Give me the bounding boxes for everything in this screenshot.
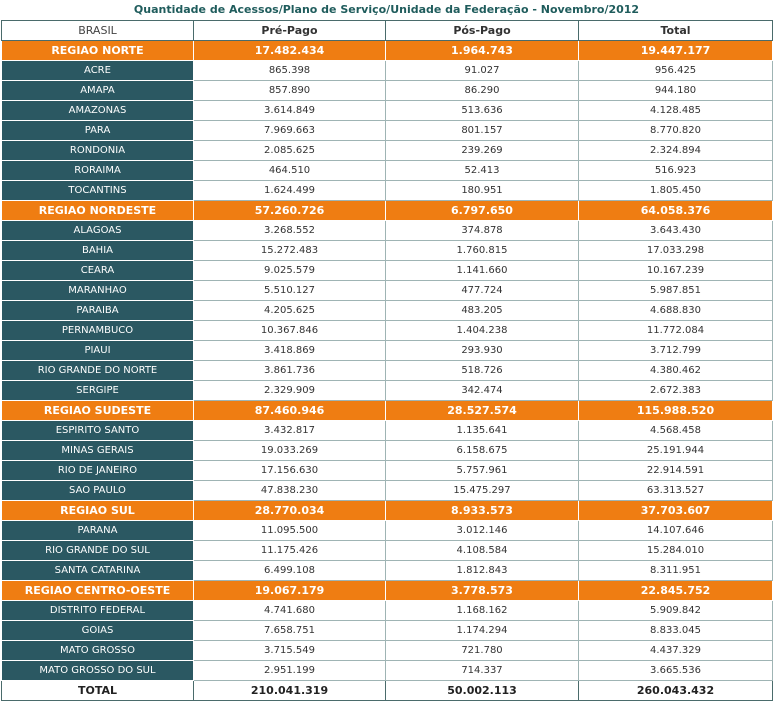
row-label: PARAIBA [2, 301, 194, 321]
pos-pago-cell: 1.135.641 [386, 421, 579, 441]
pos-pago-cell: 518.726 [386, 361, 579, 381]
row-label: RIO DE JANEIRO [2, 461, 194, 481]
pre-pago-cell: 210.041.319 [194, 681, 386, 701]
table-row [2, 521, 773, 541]
row-label: ALAGOAS [2, 221, 194, 241]
row-label: RIO GRANDE DO SUL [2, 541, 194, 561]
pre-pago-cell: 7.658.751 [194, 621, 386, 641]
row-label: REGIAO CENTRO-OESTE [2, 581, 194, 601]
row-label: MATO GROSSO [2, 641, 194, 661]
table-row [2, 321, 773, 341]
pos-pago-cell: 1.168.162 [386, 601, 579, 621]
row-label: REGIAO NORTE [2, 41, 194, 61]
region-row [2, 201, 773, 221]
pos-pago-cell: 483.205 [386, 301, 579, 321]
pre-pago-cell: 3.268.552 [194, 221, 386, 241]
pos-pago-cell: 342.474 [386, 381, 579, 401]
header-total: Total [579, 21, 773, 41]
pre-pago-cell: 3.861.736 [194, 361, 386, 381]
region-row [2, 501, 773, 521]
total-cell: 22.845.752 [579, 581, 773, 601]
pos-pago-cell: 801.157 [386, 121, 579, 141]
pos-pago-cell: 714.337 [386, 661, 579, 681]
pre-pago-cell: 47.838.230 [194, 481, 386, 501]
row-label: PIAUI [2, 341, 194, 361]
pos-pago-cell: 6.797.650 [386, 201, 579, 221]
pos-pago-cell: 28.527.574 [386, 401, 579, 421]
pre-pago-cell: 19.067.179 [194, 581, 386, 601]
row-label: RONDONIA [2, 141, 194, 161]
row-label: CEARA [2, 261, 194, 281]
pos-pago-cell: 52.413 [386, 161, 579, 181]
pre-pago-cell: 3.418.869 [194, 341, 386, 361]
pre-pago-cell: 7.969.663 [194, 121, 386, 141]
pre-pago-cell: 4.741.680 [194, 601, 386, 621]
total-cell: 2.672.383 [579, 381, 773, 401]
pos-pago-cell: 50.002.113 [386, 681, 579, 701]
pre-pago-cell: 2.951.199 [194, 661, 386, 681]
row-label: MINAS GERAIS [2, 441, 194, 461]
row-label: AMAZONAS [2, 101, 194, 121]
row-label: REGIAO NORDESTE [2, 201, 194, 221]
total-cell: 19.447.177 [579, 41, 773, 61]
table-title: Quantidade de Acessos/Plano de Serviço/Unidade da Federação - Novembro/2012 [133, 3, 640, 16]
total-cell: 63.313.527 [579, 481, 773, 501]
pos-pago-cell: 4.108.584 [386, 541, 579, 561]
total-cell: 3.665.536 [579, 661, 773, 681]
table-row [2, 121, 773, 141]
pre-pago-cell: 865.398 [194, 61, 386, 81]
pre-pago-cell: 9.025.579 [194, 261, 386, 281]
pre-pago-cell: 464.510 [194, 161, 386, 181]
row-label: SAO PAULO [2, 481, 194, 501]
total-cell: 2.324.894 [579, 141, 773, 161]
table-row [2, 101, 773, 121]
row-label: REGIAO SUL [2, 501, 194, 521]
pre-pago-cell: 5.510.127 [194, 281, 386, 301]
pos-pago-cell: 513.636 [386, 101, 579, 121]
pre-pago-cell: 11.175.426 [194, 541, 386, 561]
total-cell: 1.805.450 [579, 181, 773, 201]
table-row [2, 641, 773, 661]
pos-pago-cell: 1.404.238 [386, 321, 579, 341]
pre-pago-cell: 19.033.269 [194, 441, 386, 461]
pos-pago-cell: 374.878 [386, 221, 579, 241]
access-table [1, 20, 773, 701]
total-cell: 25.191.944 [579, 441, 773, 461]
table-row [2, 541, 773, 561]
total-cell: 3.712.799 [579, 341, 773, 361]
total-cell: 4.128.485 [579, 101, 773, 121]
row-label: ACRE [2, 61, 194, 81]
row-label: PARA [2, 121, 194, 141]
row-label: AMAPA [2, 81, 194, 101]
total-row [2, 681, 773, 701]
total-cell: 8.833.045 [579, 621, 773, 641]
total-cell: 64.058.376 [579, 201, 773, 221]
pre-pago-cell: 6.499.108 [194, 561, 386, 581]
pos-pago-cell: 1.964.743 [386, 41, 579, 61]
pre-pago-cell: 857.890 [194, 81, 386, 101]
pos-pago-cell: 91.027 [386, 61, 579, 81]
pos-pago-cell: 477.724 [386, 281, 579, 301]
pos-pago-cell: 5.757.961 [386, 461, 579, 481]
region-row [2, 581, 773, 601]
row-label: SANTA CATARINA [2, 561, 194, 581]
table-row [2, 421, 773, 441]
pre-pago-cell: 28.770.034 [194, 501, 386, 521]
total-cell: 4.568.458 [579, 421, 773, 441]
row-label: MARANHAO [2, 281, 194, 301]
total-cell: 944.180 [579, 81, 773, 101]
pre-pago-cell: 17.482.434 [194, 41, 386, 61]
table-row [2, 281, 773, 301]
pre-pago-cell: 57.260.726 [194, 201, 386, 221]
total-cell: 8.311.951 [579, 561, 773, 581]
total-cell: 4.688.830 [579, 301, 773, 321]
table-row [2, 181, 773, 201]
header-pos-pago: Pós-Pago [386, 21, 579, 41]
table-row [2, 341, 773, 361]
table-row [2, 261, 773, 281]
total-cell: 3.643.430 [579, 221, 773, 241]
pos-pago-cell: 1.141.660 [386, 261, 579, 281]
total-cell: 14.107.646 [579, 521, 773, 541]
total-cell: 5.987.851 [579, 281, 773, 301]
total-cell: 22.914.591 [579, 461, 773, 481]
pre-pago-cell: 3.614.849 [194, 101, 386, 121]
header-pre-pago: Pré-Pago [194, 21, 386, 41]
row-label: TOTAL [2, 681, 194, 701]
pos-pago-cell: 1.174.294 [386, 621, 579, 641]
pre-pago-cell: 3.715.549 [194, 641, 386, 661]
table-body [2, 21, 773, 701]
pos-pago-cell: 3.778.573 [386, 581, 579, 601]
pre-pago-cell: 2.085.625 [194, 141, 386, 161]
table-row [2, 441, 773, 461]
pos-pago-cell: 721.780 [386, 641, 579, 661]
total-cell: 4.380.462 [579, 361, 773, 381]
total-cell: 956.425 [579, 61, 773, 81]
total-cell: 15.284.010 [579, 541, 773, 561]
pre-pago-cell: 2.329.909 [194, 381, 386, 401]
table-row [2, 61, 773, 81]
table-row [2, 361, 773, 381]
table-row [2, 381, 773, 401]
table-row [2, 561, 773, 581]
pos-pago-cell: 239.269 [386, 141, 579, 161]
region-row [2, 41, 773, 61]
row-label: DISTRITO FEDERAL [2, 601, 194, 621]
row-label: RIO GRANDE DO NORTE [2, 361, 194, 381]
row-label: SERGIPE [2, 381, 194, 401]
pre-pago-cell: 10.367.846 [194, 321, 386, 341]
region-row [2, 401, 773, 421]
total-cell: 8.770.820 [579, 121, 773, 141]
table-row [2, 621, 773, 641]
header-row [2, 21, 773, 41]
pre-pago-cell: 87.460.946 [194, 401, 386, 421]
total-cell: 260.043.432 [579, 681, 773, 701]
total-cell: 37.703.607 [579, 501, 773, 521]
table-row [2, 81, 773, 101]
row-label: RORAIMA [2, 161, 194, 181]
row-label: TOCANTINS [2, 181, 194, 201]
pos-pago-cell: 8.933.573 [386, 501, 579, 521]
pos-pago-cell: 15.475.297 [386, 481, 579, 501]
table-row [2, 221, 773, 241]
table-row [2, 161, 773, 181]
pre-pago-cell: 3.432.817 [194, 421, 386, 441]
total-cell: 4.437.329 [579, 641, 773, 661]
total-cell: 11.772.084 [579, 321, 773, 341]
table-row [2, 141, 773, 161]
total-cell: 115.988.520 [579, 401, 773, 421]
row-label: PERNAMBUCO [2, 321, 194, 341]
row-label: BAHIA [2, 241, 194, 261]
total-cell: 10.167.239 [579, 261, 773, 281]
table-row [2, 461, 773, 481]
row-label: MATO GROSSO DO SUL [2, 661, 194, 681]
table-row [2, 241, 773, 261]
pos-pago-cell: 3.012.146 [386, 521, 579, 541]
row-label: PARANA [2, 521, 194, 541]
row-label: GOIAS [2, 621, 194, 641]
table-row [2, 481, 773, 501]
total-cell: 5.909.842 [579, 601, 773, 621]
pos-pago-cell: 6.158.675 [386, 441, 579, 461]
pre-pago-cell: 4.205.625 [194, 301, 386, 321]
total-cell: 516.923 [579, 161, 773, 181]
pos-pago-cell: 180.951 [386, 181, 579, 201]
pre-pago-cell: 15.272.483 [194, 241, 386, 261]
table-row [2, 601, 773, 621]
table-row [2, 661, 773, 681]
pre-pago-cell: 11.095.500 [194, 521, 386, 541]
pos-pago-cell: 1.812.843 [386, 561, 579, 581]
row-label: ESPIRITO SANTO [2, 421, 194, 441]
table-row [2, 301, 773, 321]
pos-pago-cell: 1.760.815 [386, 241, 579, 261]
pre-pago-cell: 17.156.630 [194, 461, 386, 481]
row-label: REGIAO SUDESTE [2, 401, 194, 421]
pre-pago-cell: 1.624.499 [194, 181, 386, 201]
pos-pago-cell: 293.930 [386, 341, 579, 361]
header-brasil: BRASIL [2, 21, 194, 41]
total-cell: 17.033.298 [579, 241, 773, 261]
pos-pago-cell: 86.290 [386, 81, 579, 101]
